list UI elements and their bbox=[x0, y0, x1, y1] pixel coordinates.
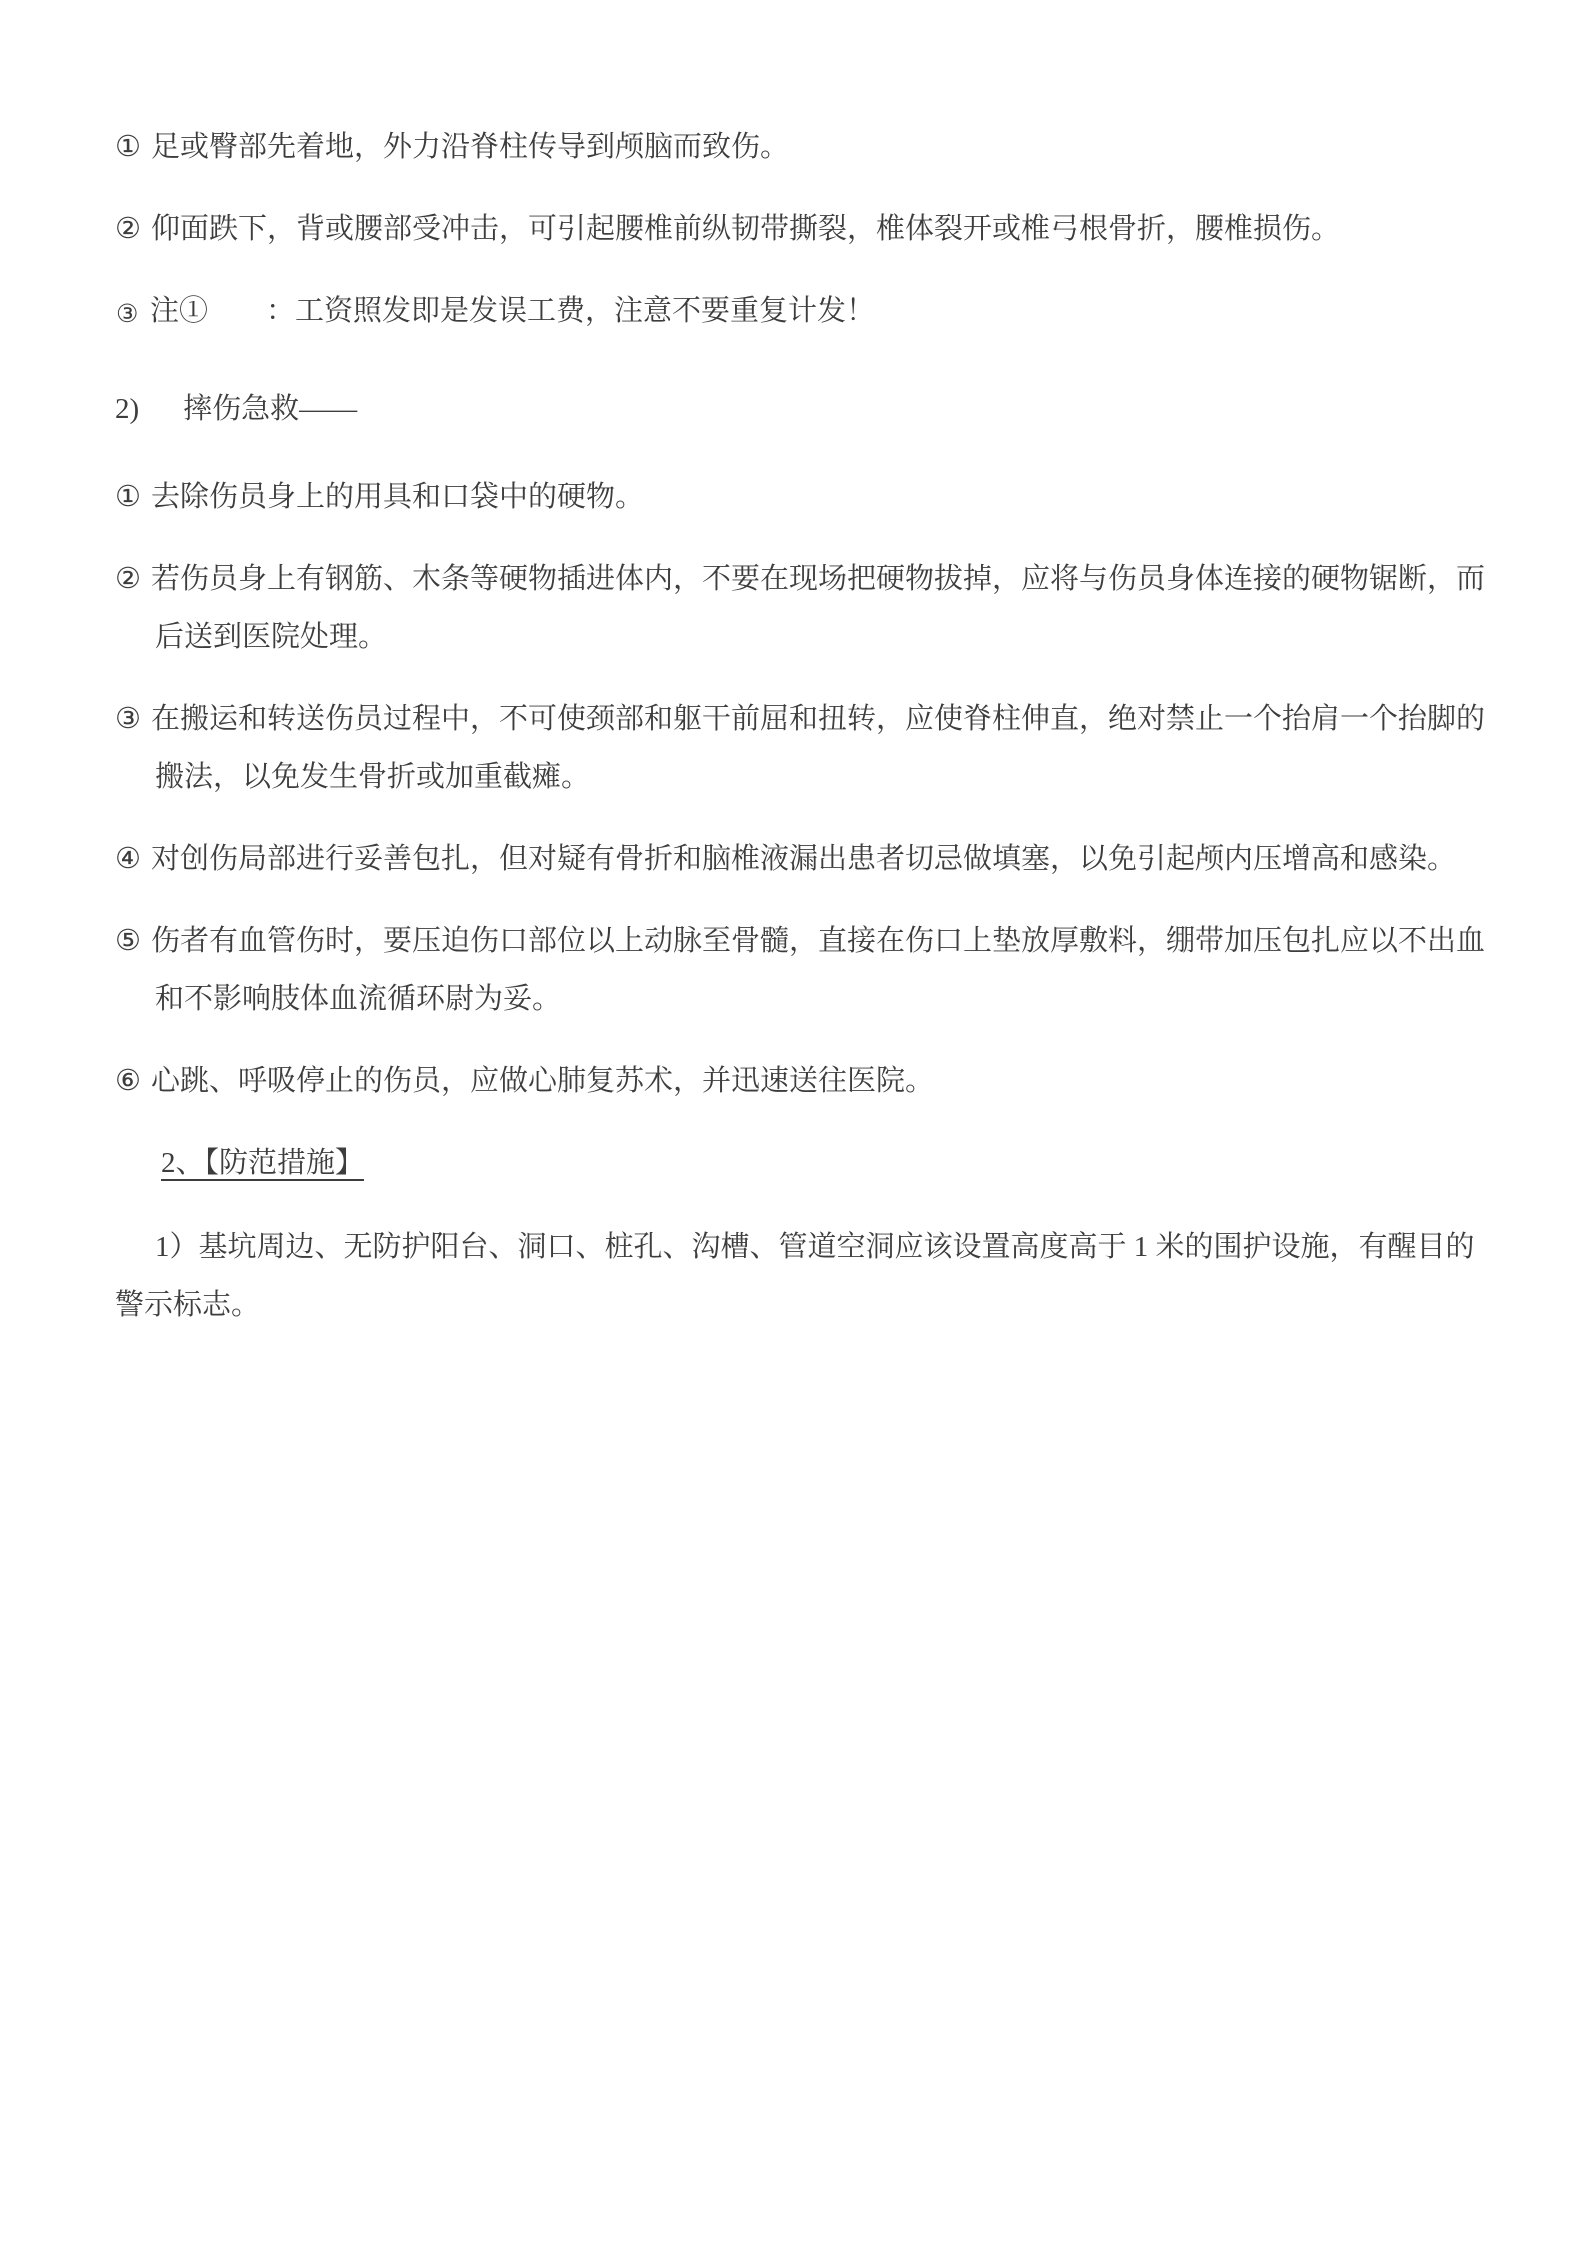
list-item-rescue-3 bbox=[115, 690, 1485, 806]
circled-number-4: ④ bbox=[115, 843, 141, 875]
subsection-label: 摔伤急救—— bbox=[183, 393, 358, 425]
circled-number-1: ① bbox=[115, 481, 141, 513]
circled-number-1: ① bbox=[115, 131, 141, 163]
overlapping-circled-number-artifact: ③ bbox=[116, 301, 139, 328]
circled-number-5: ⑤ bbox=[115, 925, 141, 957]
list-item-rescue-5 bbox=[115, 912, 1485, 1028]
note-text: ：工资照发即是发误工费，注意不要重复计发！ bbox=[266, 295, 876, 327]
list-item-text: 仰面跌下，背或腰部受冲击，可引起腰椎前纵韧带撕裂，椎体裂开或椎弓根骨折，腰椎损伤。 bbox=[151, 213, 1341, 245]
list-item-injury-1 bbox=[115, 118, 1485, 176]
circled-number-3: ③ bbox=[115, 703, 141, 735]
measure-item-text: 1）基坑周边、无防护阳台、洞口、桩孔、沟槽、管道空洞应该设置高度高于 1 米的围护设施，有醒目的警示标志。 bbox=[115, 1231, 1475, 1321]
list-item-text: 伤者有血管伤时，要压迫伤口部位以上动脉至骨髓，直接在伤口上垫放厚敷料，绷带加压包扎应以不出血和不影响肢体血流循环尉为妥。 bbox=[151, 925, 1486, 1015]
note-line bbox=[116, 282, 1485, 340]
list-item-rescue-1 bbox=[115, 468, 1485, 526]
list-item-rescue-6 bbox=[115, 1052, 1485, 1110]
list-item-rescue-2 bbox=[115, 550, 1485, 666]
measure-item-1 bbox=[115, 1218, 1485, 1334]
circled-number-6: ⑥ bbox=[115, 1065, 141, 1097]
list-item-text: 对创伤局部进行妥善包扎，但对疑有骨折和脑椎液漏出患者切忌做填塞，以免引起颅内压增高和感染。 bbox=[151, 843, 1457, 875]
circled-number-2: ② bbox=[115, 563, 141, 595]
list-item-text: 若伤员身上有钢筋、木条等硬物插进体内，不要在现场把硬物拔掉，应将与伤员身体连接的硬物锯断，而后送到医院处理。 bbox=[151, 563, 1486, 653]
section-heading-text: 2、【防范措施】 bbox=[161, 1147, 365, 1179]
list-item-text: 足或臀部先着地，外力沿脊柱传导到颅脑而致伤。 bbox=[151, 131, 790, 163]
note-prefix: 注① bbox=[150, 295, 209, 327]
subsection-heading-rescue bbox=[115, 380, 1485, 438]
list-item-injury-2 bbox=[115, 200, 1485, 258]
section-heading-precautions bbox=[161, 1134, 1485, 1192]
list-item-text: 在搬运和转送伤员过程中，不可使颈部和躯干前屈和扭转，应使脊柱伸直，绝对禁止一个抬肩一个抬脚的搬法，以免发生骨折或加重截瘫。 bbox=[151, 703, 1486, 793]
list-item-text: 去除伤员身上的用具和口袋中的硬物。 bbox=[151, 481, 645, 513]
subsection-number: 2) bbox=[115, 393, 140, 425]
list-item-rescue-4 bbox=[115, 830, 1485, 888]
list-item-text: 心跳、呼吸停止的伤员，应做心肺复苏术，并迅速送往医院。 bbox=[151, 1065, 935, 1097]
circled-number-2: ② bbox=[115, 213, 141, 245]
